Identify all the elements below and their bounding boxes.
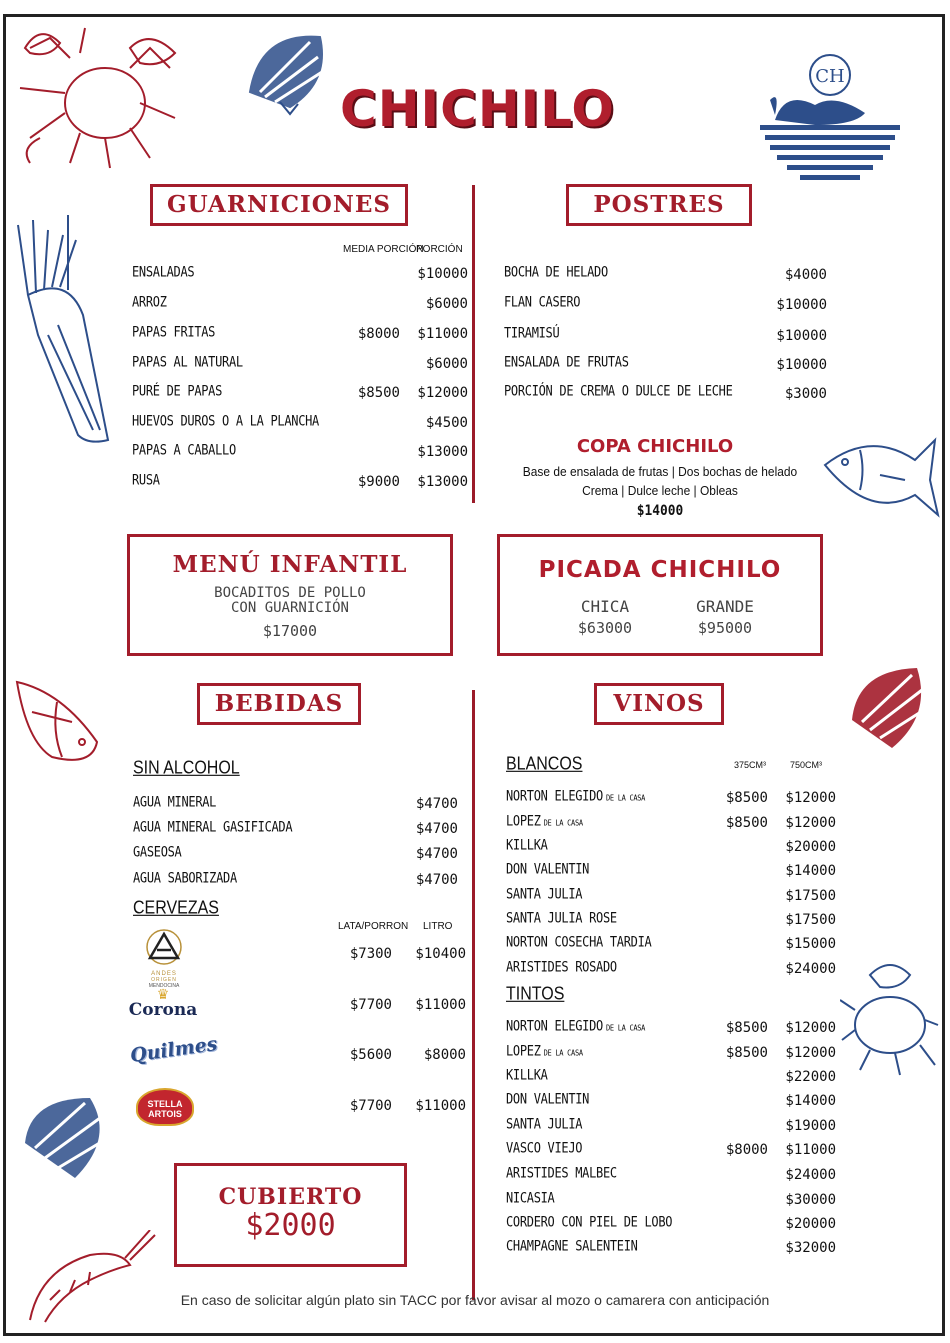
menu-infantil-line2: CON GUARNICIÓN bbox=[230, 600, 349, 616]
wine-name bbox=[506, 1214, 672, 1230]
crab-illustration-right bbox=[840, 955, 940, 1085]
guarnicion-name: PAPAS AL NATURAL bbox=[132, 353, 243, 371]
picada-box bbox=[497, 534, 823, 656]
guarnicion-half-price: $8000 bbox=[357, 326, 400, 342]
wine-label: SANTA JULIA bbox=[506, 1115, 583, 1133]
wine-suffix: DE LA CASA bbox=[605, 793, 646, 803]
guarnicion-name: PAPAS A CABALLO bbox=[132, 441, 236, 459]
corona-logo bbox=[128, 988, 198, 1024]
guarnicion-name: ARROZ bbox=[132, 293, 167, 311]
picada-chica-label: CHICA bbox=[580, 597, 630, 616]
wine-label: LOPEZ bbox=[506, 812, 541, 830]
shell-icon bbox=[240, 22, 335, 117]
stella-artois-logo bbox=[136, 1088, 194, 1128]
guarnicion-name: ENSALADAS bbox=[132, 263, 195, 281]
col-750: 750CM³ bbox=[790, 760, 823, 770]
tintos-label: TINTOS bbox=[506, 984, 565, 1005]
wine-name bbox=[506, 813, 583, 829]
wine-name bbox=[506, 1043, 583, 1059]
wine-375-price: $8500 bbox=[725, 1045, 768, 1061]
wine-750-price: $12000 bbox=[785, 790, 836, 806]
postre-name: TIRAMISÚ bbox=[504, 324, 560, 342]
wine-name bbox=[506, 788, 645, 804]
wine-name bbox=[506, 1140, 582, 1156]
wine-375-price: $8500 bbox=[725, 815, 768, 831]
guarnicion-name: HUEVOS DUROS O A LA PLANCHA bbox=[132, 412, 319, 430]
wine-750-price: $14000 bbox=[785, 1093, 836, 1109]
wine-label: KILLKA bbox=[506, 836, 548, 854]
wine-750-price: $19000 bbox=[785, 1118, 836, 1134]
andes-mountain-icon bbox=[138, 928, 190, 966]
wine-name bbox=[506, 886, 582, 902]
cerveza-lata-price: $5600 bbox=[349, 1047, 392, 1063]
wine-label: NORTON COSECHA TARDIA bbox=[506, 933, 652, 951]
crab-illustration bbox=[10, 18, 180, 173]
guarnicion-full-price: $6000 bbox=[425, 296, 468, 312]
guarnicion-name: RUSA bbox=[132, 471, 160, 489]
wine-label: CORDERO CON PIEL DE LOBO bbox=[506, 1213, 673, 1231]
bebida-price: $4700 bbox=[415, 796, 458, 812]
wine-suffix: DE LA CASA bbox=[605, 1023, 646, 1033]
menu-infantil-price: $17000 bbox=[262, 622, 318, 640]
wine-label: NORTON ELEGIDO bbox=[506, 1017, 603, 1035]
corona-wordmark: Corona bbox=[128, 1000, 198, 1020]
wine-750-price: $32000 bbox=[785, 1240, 836, 1256]
wine-750-price: $12000 bbox=[785, 1045, 836, 1061]
wine-750-price: $24000 bbox=[785, 1167, 836, 1183]
postre-price: $10000 bbox=[776, 357, 827, 373]
wine-suffix: DE LA CASA bbox=[543, 818, 583, 828]
postres-title: POSTRES bbox=[566, 184, 752, 226]
wine-label: SANTA JULIA bbox=[506, 885, 583, 903]
wine-label: DON VALENTIN bbox=[506, 860, 590, 878]
bebida-name: AGUA MINERAL GASIFICADA bbox=[133, 818, 293, 836]
andes-origen-logo bbox=[138, 928, 190, 988]
copa-description-2: Crema | Dulce leche | Obleas bbox=[582, 483, 738, 498]
wine-name bbox=[506, 861, 589, 877]
guarnicion-name: PAPAS FRITAS bbox=[132, 323, 216, 341]
wine-750-price: $20000 bbox=[785, 839, 836, 855]
wine-label: DON VALENTIN bbox=[506, 1090, 590, 1108]
wine-label: SANTA JULIA ROSE bbox=[506, 909, 617, 927]
wine-name bbox=[506, 934, 651, 950]
col-media-porcion: MEDIA PORCIÓN bbox=[343, 244, 424, 255]
wine-750-price: $20000 bbox=[785, 1216, 836, 1232]
picada-grande-price: $95000 bbox=[697, 619, 753, 637]
cubierto-box bbox=[174, 1163, 407, 1267]
quilmes-wordmark: Quilmes bbox=[128, 1032, 219, 1067]
wine-label: KILLKA bbox=[506, 1066, 548, 1084]
divider-bottom bbox=[472, 690, 475, 1300]
wine-label: LOPEZ bbox=[506, 1042, 541, 1060]
picada-grande-label: GRANDE bbox=[696, 597, 754, 616]
wine-name bbox=[506, 837, 548, 853]
sin-alcohol-label: SIN ALCOHOL bbox=[133, 758, 240, 779]
wine-375-price: $8500 bbox=[725, 1020, 768, 1036]
wine-750-price: $12000 bbox=[785, 815, 836, 831]
logo-monogram: CH bbox=[815, 66, 845, 87]
guarnicion-full-price: $13000 bbox=[417, 474, 468, 490]
shell-icon-red bbox=[842, 660, 937, 755]
guarnicion-full-price: $11000 bbox=[417, 326, 468, 342]
col-lata-porron: LATA/PORRON bbox=[338, 921, 409, 932]
copa-description-1: Base de ensalada de frutas | Dos bochas de helado bbox=[522, 464, 798, 479]
wine-label: NICASIA bbox=[506, 1189, 555, 1207]
postre-price: $3000 bbox=[784, 386, 827, 402]
guarnicion-full-price: $12000 bbox=[417, 385, 468, 401]
fish-illustration-right bbox=[820, 430, 940, 525]
menu-infantil-title: MENÚ INFANTIL bbox=[172, 551, 408, 578]
andes-label-1: ANDES bbox=[151, 971, 177, 977]
wine-750-price: $17500 bbox=[785, 888, 836, 904]
wine-750-price: $30000 bbox=[785, 1192, 836, 1208]
bebida-name: AGUA SABORIZADA bbox=[133, 869, 237, 887]
picada-chica-price: $63000 bbox=[577, 619, 633, 637]
wine-label: VASCO VIEJO bbox=[506, 1139, 583, 1157]
cubierto-price: $2000 bbox=[245, 1208, 336, 1243]
bebida-price: $4700 bbox=[415, 872, 458, 888]
postre-price: $4000 bbox=[784, 267, 827, 283]
postre-name: BOCHA DE HELADO bbox=[504, 263, 608, 281]
bebida-name: AGUA MINERAL bbox=[133, 793, 217, 811]
quilmes-logo bbox=[128, 1032, 219, 1072]
wine-suffix: DE LA CASA bbox=[543, 1048, 583, 1058]
postre-name: FLAN CASERO bbox=[504, 293, 581, 311]
guarnicion-full-price: $6000 bbox=[425, 356, 468, 372]
vinos-title: VINOS bbox=[594, 683, 724, 725]
cerveza-lata-price: $7700 bbox=[349, 997, 392, 1013]
wine-750-price: $17500 bbox=[785, 912, 836, 928]
guarnicion-name: PURÉ DE PAPAS bbox=[132, 382, 223, 400]
bebidas-title: BEBIDAS bbox=[197, 683, 361, 725]
wine-750-price: $12000 bbox=[785, 1020, 836, 1036]
wine-750-price: $22000 bbox=[785, 1069, 836, 1085]
guarniciones-title: GUARNICIONES bbox=[150, 184, 408, 226]
cerveza-litro-price: $11000 bbox=[415, 997, 466, 1013]
wine-label: NORTON ELEGIDO bbox=[506, 787, 603, 805]
bebida-name: GASEOSA bbox=[133, 843, 182, 861]
footer-note: En caso de solicitar algún plato sin TACC por favor avisar al mozo o camarera con anticipación bbox=[180, 1292, 770, 1308]
postre-price: $10000 bbox=[776, 328, 827, 344]
wine-375-price: $8000 bbox=[725, 1142, 768, 1158]
postre-price: $10000 bbox=[776, 297, 827, 313]
menu-infantil-box bbox=[127, 534, 453, 656]
restaurant-name: CHICHILO bbox=[340, 80, 615, 138]
cervezas-label: CERVEZAS bbox=[133, 898, 219, 919]
copa-price: $14000 bbox=[636, 503, 684, 519]
wine-750-price: $15000 bbox=[785, 936, 836, 952]
col-litro: LITRO bbox=[423, 921, 453, 932]
cubierto-title: CUBIERTO bbox=[218, 1184, 363, 1210]
andes-label-3: MENDOCINA bbox=[148, 983, 180, 989]
shrimp-illustration bbox=[20, 1230, 160, 1325]
fish-illustration-left bbox=[12, 672, 107, 772]
wine-name bbox=[506, 1165, 617, 1181]
crown-icon: ♛ bbox=[156, 986, 170, 1002]
guarnicion-full-price: $4500 bbox=[425, 415, 468, 431]
wine-name bbox=[506, 1116, 582, 1132]
wine-375-price: $8500 bbox=[725, 790, 768, 806]
wine-name bbox=[506, 959, 617, 975]
col-porcion: PORCIÓN bbox=[416, 244, 463, 255]
wine-label: ARISTIDES ROSADO bbox=[506, 958, 617, 976]
logo-whale bbox=[755, 45, 905, 190]
wine-label: CHAMPAGNE SALENTEIN bbox=[506, 1237, 638, 1255]
wine-name bbox=[506, 1238, 638, 1254]
squid-illustration bbox=[8, 215, 118, 450]
cerveza-litro-price: $10400 bbox=[415, 946, 466, 962]
cerveza-lata-price: $7700 bbox=[349, 1098, 392, 1114]
stella-wordmark: STELLA ARTOIS bbox=[136, 1088, 194, 1126]
wine-name bbox=[506, 1018, 645, 1034]
guarnicion-full-price: $10000 bbox=[417, 266, 468, 282]
guarnicion-half-price: $8500 bbox=[357, 385, 400, 401]
andes-label-2: ORIGEN bbox=[151, 977, 177, 983]
postre-name: PORCIÓN DE CREMA O DULCE DE LECHE bbox=[504, 382, 733, 400]
guarnicion-full-price: $13000 bbox=[417, 444, 468, 460]
postre-name: ENSALADA DE FRUTAS bbox=[504, 353, 629, 371]
guarnicion-half-price: $9000 bbox=[357, 474, 400, 490]
col-375: 375CM³ bbox=[734, 760, 767, 770]
wine-750-price: $14000 bbox=[785, 863, 836, 879]
divider-top bbox=[472, 185, 475, 503]
menu-infantil-line1: BOCADITOS DE POLLO bbox=[214, 585, 366, 601]
bebida-price: $4700 bbox=[415, 846, 458, 862]
wine-name bbox=[506, 910, 617, 926]
wine-name bbox=[506, 1190, 554, 1206]
blancos-label: BLANCOS bbox=[506, 754, 583, 775]
cerveza-litro-price: $11000 bbox=[415, 1098, 466, 1114]
cerveza-litro-price: $8000 bbox=[423, 1047, 466, 1063]
bebida-price: $4700 bbox=[415, 821, 458, 837]
cerveza-lata-price: $7300 bbox=[349, 946, 392, 962]
wine-label: ARISTIDES MALBEC bbox=[506, 1164, 617, 1182]
wine-name bbox=[506, 1091, 589, 1107]
shell-icon-blue bbox=[20, 1093, 120, 1188]
copa-chichilo-title: COPA CHICHILO bbox=[576, 436, 734, 457]
wine-750-price: $24000 bbox=[785, 961, 836, 977]
wine-750-price: $11000 bbox=[785, 1142, 836, 1158]
picada-title: PICADA CHICHILO bbox=[538, 557, 782, 583]
wine-name bbox=[506, 1067, 548, 1083]
